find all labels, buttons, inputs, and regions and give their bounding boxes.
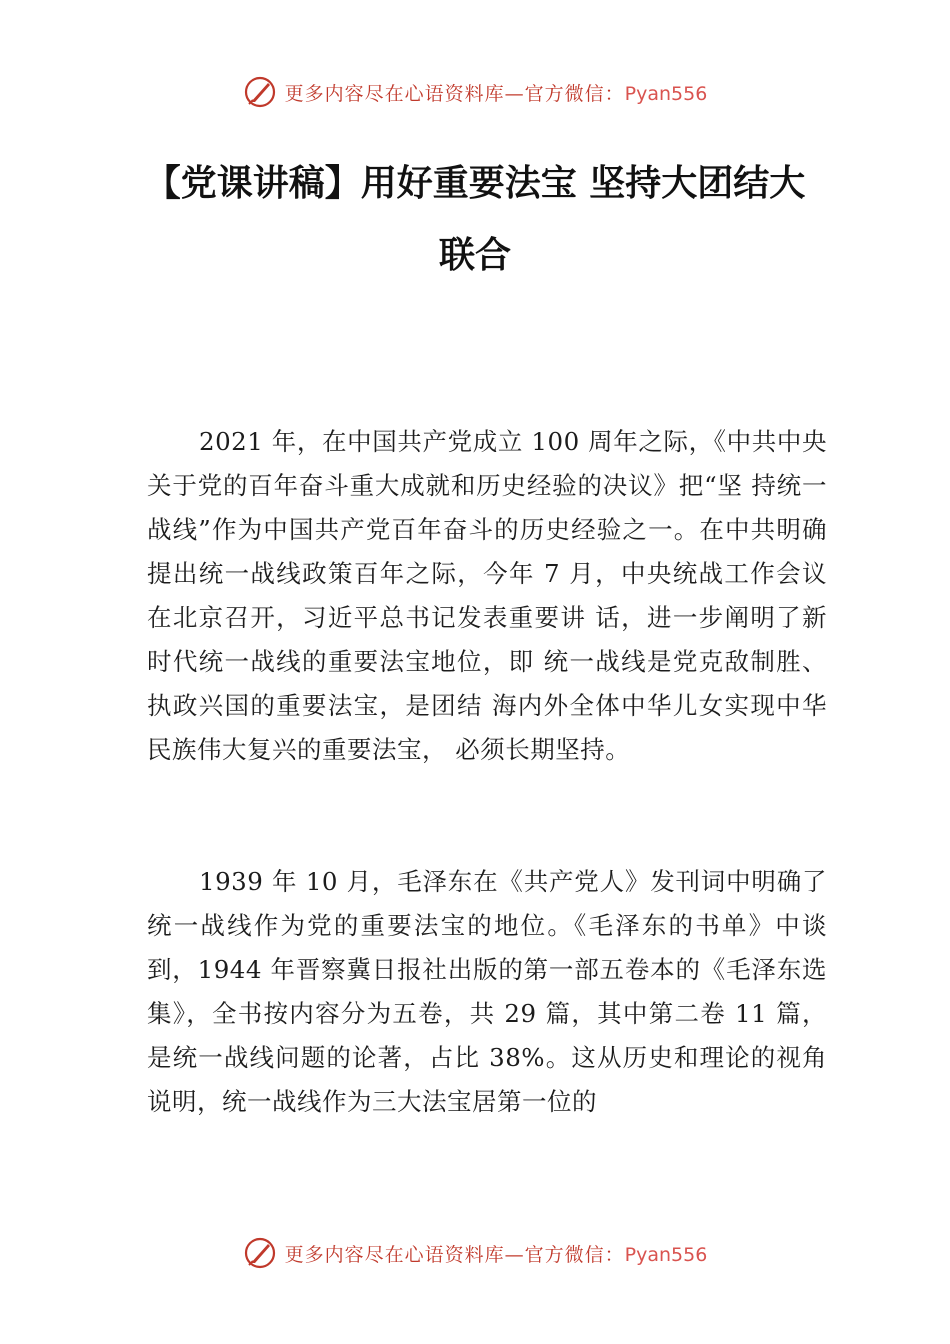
header-watermark xyxy=(0,72,950,112)
footer-watermark xyxy=(0,1233,950,1273)
quill-pen-logo-icon xyxy=(243,75,277,109)
wechat-id: Pyan556 xyxy=(624,82,708,105)
watermark-text: 更多内容尽在心语资料库—官方微信：Pyan556 xyxy=(284,1243,708,1266)
paragraph-2: 1939 年 10 月，毛泽东在《共产党人》发刊词中明确了统一战线作为党的重要法宝的地位。《毛泽东的书单》中谈到，1944 年晋察冀日报社出版的第一部五卷本的《毛泽东选集》，全书按内容分为五卷，共 29 篇，其中第二卷 11 篇，是统一战线问题的论著，占比 38%。这从历史和理论的视角说明，统一战线作为三大法宝居第一位的 xyxy=(147,867,827,1116)
paragraph-1: 2021 年，在中国共产党成立 100 周年之际，《中共中央关于党的百年奋斗重大成就和历史经验的决议》把“坚 持统一战线”作为中国共产党百年奋斗的历史经验之一。在中共明确提出统一战线政策百年之际，今年 7 月，中央统战工作会议在北京召开，习近平总书记发表重要讲 话，进一步阐明了新时代统一战线的重要法宝地位，即 统一战线是党克敌制胜、执政兴国的重要法宝，是团结 海内外全体中华儿女实现中华民族伟大复兴的重要法宝， 必须长期坚持。 xyxy=(147,427,827,764)
watermark-text: 更多内容尽在心语资料库—官方微信：Pyan556 xyxy=(284,82,708,105)
title-line-1: 【党课讲稿】用好重要法宝 坚持大团结大 xyxy=(144,163,806,204)
document-title xyxy=(115,148,835,292)
quill-pen-logo-icon xyxy=(243,1236,277,1270)
title-line-2: 联合 xyxy=(438,235,511,276)
wechat-id: Pyan556 xyxy=(624,1243,708,1266)
